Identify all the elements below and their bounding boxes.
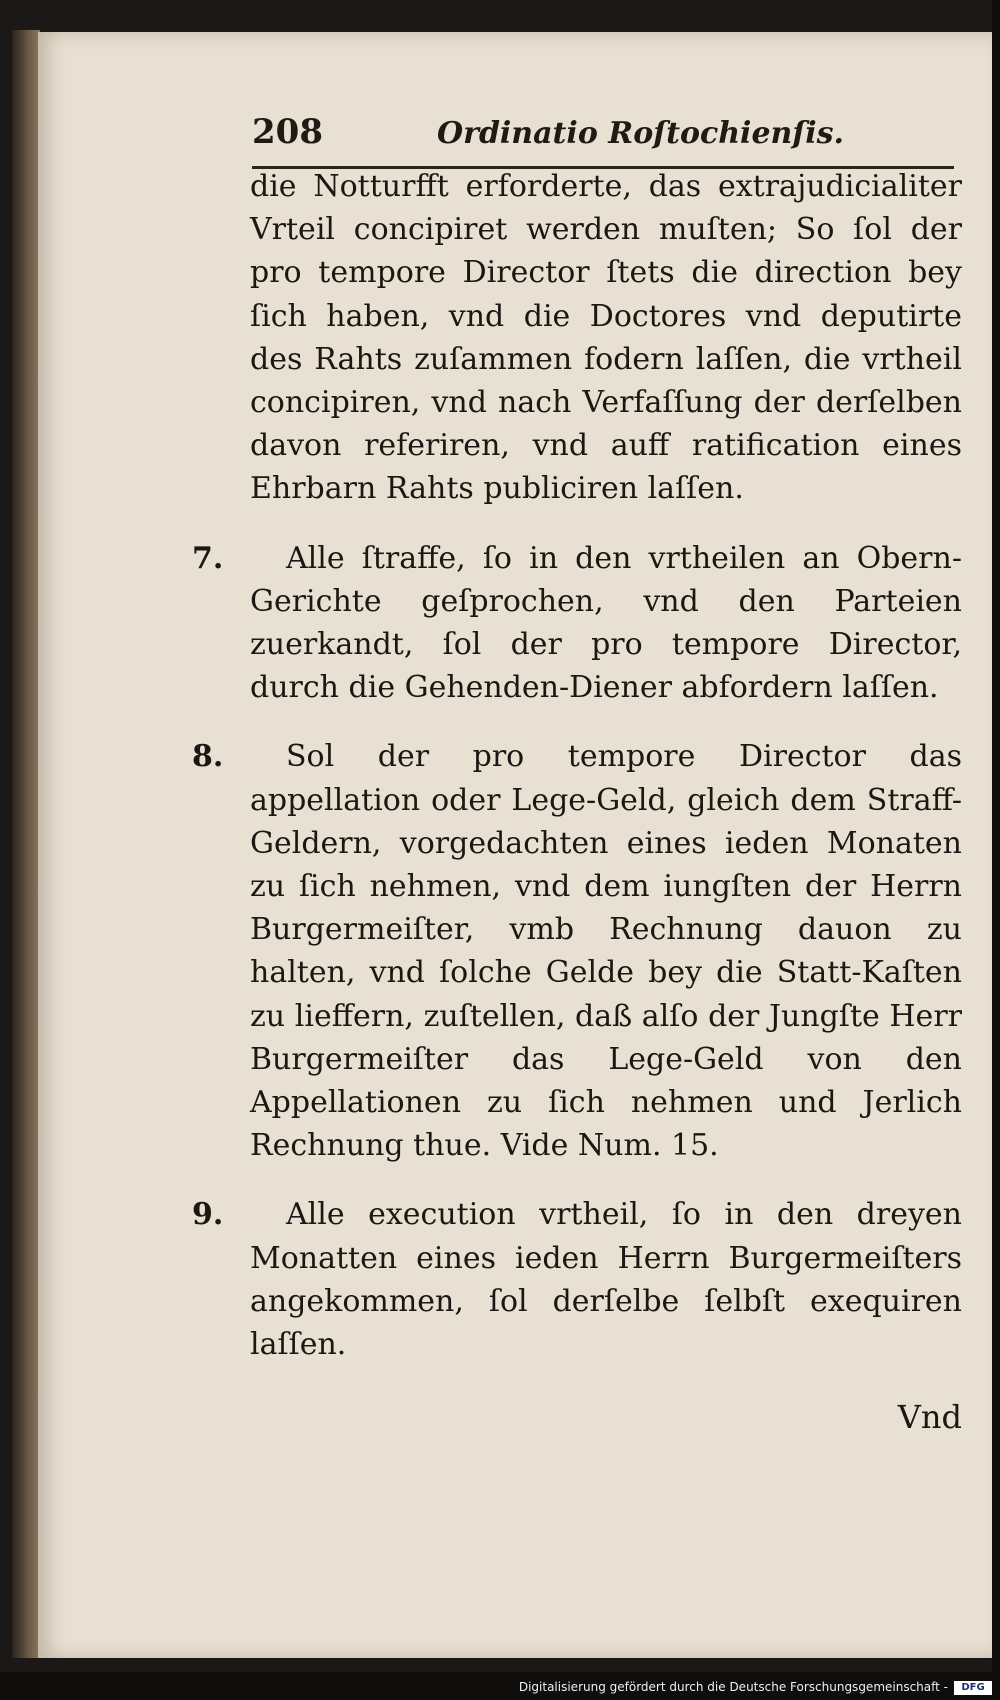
- scan-border: [992, 0, 1000, 1700]
- paragraph-7: [192, 537, 962, 710]
- page-header: [252, 112, 952, 162]
- paragraph-number: 8.: [192, 739, 224, 775]
- paragraph-8: [192, 735, 962, 1167]
- paragraph-number: 7.: [192, 540, 224, 576]
- catchword: Vnd: [897, 1398, 962, 1436]
- page-number: 208: [252, 112, 323, 152]
- funding-credit: Digitalisierung gefördert durch die Deutsche Forschungsgemeinschaft -: [518, 1680, 948, 1694]
- dfg-logo: DFG: [954, 1681, 992, 1695]
- digitization-footer: [0, 1672, 1000, 1700]
- intro-paragraph: die Notturfft erforderte, das extrajudicialiter Vrteil concipiret werden muſten; So ſol der pro tempore Director ſtets die direction bey ſich haben, vnd die Doctores vnd deputirte des Rahts zuſammen fodern laſſen, die vrtheil concipiren, vnd nach Verfaſſung der derſelben davon referiren, vnd auff ratification eines Ehrbarn Rahts publiciren laſſen.: [250, 169, 962, 507]
- body-text: [192, 165, 962, 1366]
- running-title: Ordinatio Roſtochienſis.: [437, 116, 844, 151]
- book-page-edge: [12, 30, 40, 1658]
- paragraph-number: 9.: [192, 1197, 224, 1233]
- paragraph-text: Sol der pro tempore Director das appellation oder Lege-Geld, gleich dem Straff-Geldern, vorgedachten eines ieden Monaten zu ſich nehmen, vnd dem iungſten der Herrn Burgermeiſter, vmb Rechnung dauon zu halten, vnd ſolche Gelde bey die Statt-Kaſten zu lieffern, zuſtellen, daß alſo der Jungſte Herr Burgermeiſter das Lege-Geld von den Appellationen zu ſich nehmen und Jerlich Rechnung thue. Vide Num. 15.: [250, 739, 962, 1164]
- paragraph-text: Alle execution vrtheil, ſo in den dreyen Monatten eines ieden Herrn Burgermeiſters angekommen, ſol derſelbe ſelbſt exequiren laſſen.: [250, 1197, 962, 1363]
- paragraph-text: Alle ſtraffe, ſo in den vrtheilen an Obern-Gerichte geſprochen, vnd den Parteien zuerkandt, ſol der pro tempore Director, durch die Gehenden-Diener abfordern laſſen.: [250, 540, 962, 706]
- paragraph-9: [192, 1193, 962, 1366]
